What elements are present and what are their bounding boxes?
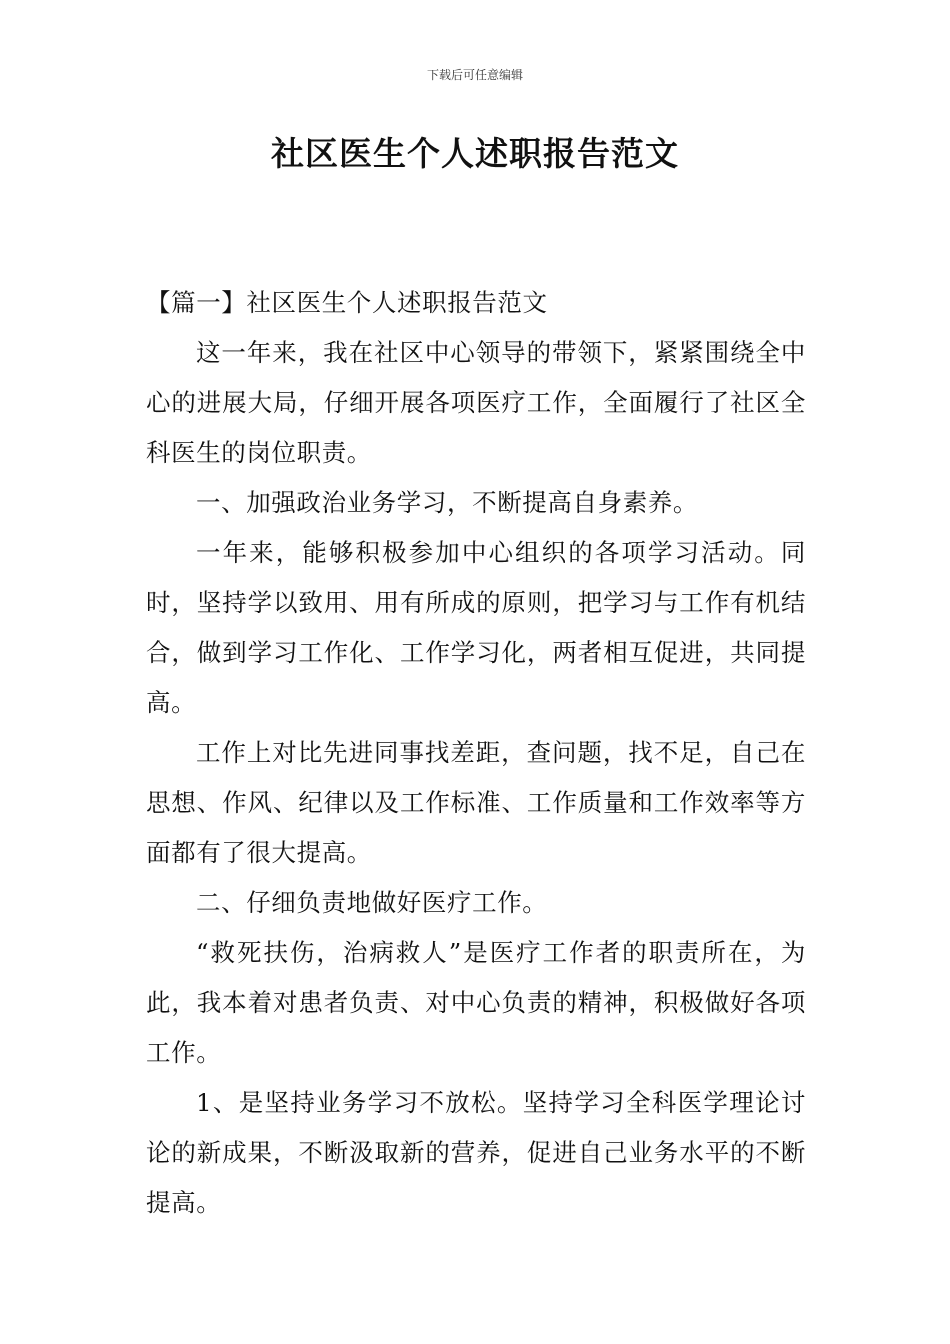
paragraph: 1、是坚持业务学习不放松。坚持学习全科医学理论讨论的新成果，不断汲取新的营养，促进自己业务水平的不断提高。 — [146, 1088, 806, 1217]
section-heading: 【篇一】社区医生个人述职报告范文 — [146, 288, 548, 317]
document-body — [146, 278, 806, 1228]
document-title: 社区医生个人述职报告范文 — [271, 134, 679, 173]
header-note: 下载后可任意编辑 — [426, 68, 523, 82]
paragraph: 这一年来，我在社区中心领导的带领下，紧紧围绕全中心的进展大局，仔细开展各项医疗工作，全面履行了社区全科医生的岗位职责。 — [146, 338, 806, 467]
paragraph: “救死扶伤，治病救人”是医疗工作者的职责所在，为此，我本着对患者负责、对中心负责的精神，积极做好各项工作。 — [146, 938, 806, 1067]
paragraph: 一、加强政治业务学习，不断提高自身素养。 — [196, 488, 698, 517]
paragraph: 一年来，能够积极参加中心组织的各项学习活动。同时，坚持学以致用、用有所成的原则，把学习与工作有机结合，做到学习工作化、工作学习化，两者相互促进，共同提高。 — [146, 538, 806, 717]
paragraph: 工作上对比先进同事找差距，查问题，找不足，自己在思想、作风、纪律以及工作标准、工作质量和工作效率等方面都有了很大提高。 — [146, 738, 806, 867]
paragraph: 二、仔细负责地做好医疗工作。 — [196, 888, 548, 917]
